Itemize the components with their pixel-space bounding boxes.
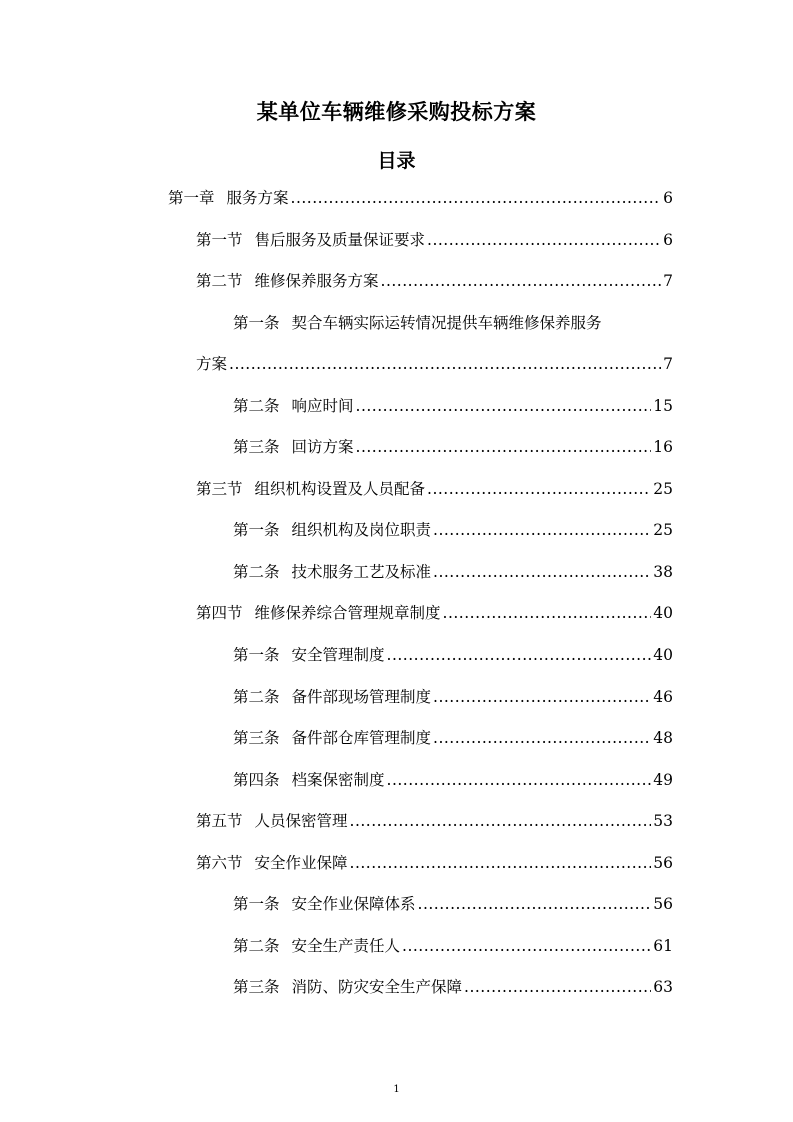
toc-entry-number: 第五节: [196, 812, 243, 830]
toc-entry[interactable]: [196, 229, 673, 251]
toc-entry-number: 第三条: [233, 438, 280, 456]
toc-entry[interactable]: [233, 893, 673, 915]
toc-entry[interactable]: [233, 769, 673, 791]
toc-entry-number: 第三节: [196, 480, 243, 498]
toc-entry-number: 第一条: [233, 895, 280, 913]
toc-entry-title: 组织机构及岗位职责: [291, 521, 432, 539]
toc-leader-dots: [433, 686, 651, 708]
toc-entry-title: 安全作业保障体系: [291, 895, 416, 913]
toc-entry-title: 安全生产责任人: [291, 937, 401, 955]
toc-leader-dots: [356, 436, 652, 458]
document-title: 某单位车辆维修采购投标方案: [256, 100, 537, 124]
toc-leader-dots: [464, 976, 651, 998]
toc-leader-dots: [356, 395, 652, 417]
toc-entry-number: 第一节: [196, 231, 243, 249]
toc-entry[interactable]: [233, 561, 673, 583]
toc-leader-dots: [433, 727, 651, 749]
toc-entry-wrapped-line[interactable]: [233, 312, 602, 334]
toc-leader-dots: [350, 852, 652, 874]
toc-heading: 目录: [377, 150, 416, 172]
toc-entry-page: 6: [663, 231, 673, 249]
page-number: 1: [393, 1084, 400, 1095]
toc-entry[interactable]: [233, 519, 673, 541]
toc-entry-page: 16: [653, 438, 673, 456]
toc-entry[interactable]: [233, 727, 673, 749]
toc-leader-dots: [433, 561, 651, 583]
toc-entry-title: 安全作业保障: [254, 854, 348, 872]
toc-leader-dots: [427, 478, 651, 500]
toc-entry-page: 38: [653, 563, 673, 581]
toc-entry-page: 40: [653, 646, 673, 664]
toc-entry-title: 消防、防灾安全生产保障: [291, 978, 463, 996]
toc-entry[interactable]: [233, 686, 673, 708]
toc-entry-title: 回访方案: [291, 438, 354, 456]
toc-entry-title: 备件部现场管理制度: [291, 688, 432, 706]
toc-entry[interactable]: [233, 935, 673, 957]
toc-entry-title: 技术服务工艺及标准: [291, 563, 432, 581]
toc-entry-page: 7: [663, 355, 673, 373]
toc-entry[interactable]: [233, 436, 673, 458]
toc-entry-title: 服务方案: [226, 189, 289, 207]
toc-entry[interactable]: [233, 395, 673, 417]
toc-leader-dots: [381, 270, 662, 292]
toc-entry-page: 48: [653, 729, 673, 747]
toc-entry-page: 56: [653, 895, 673, 913]
toc-entry-number: 第一章: [168, 189, 215, 207]
toc-leader-dots: [387, 644, 652, 666]
toc-leader-dots: [350, 810, 652, 832]
toc-entry-page: 61: [653, 937, 673, 955]
toc-entry[interactable]: [196, 478, 673, 500]
toc-leader-dots: [443, 602, 652, 624]
toc-entry-title: 安全管理制度: [291, 646, 385, 664]
toc-entry-number: 第二条: [233, 688, 280, 706]
toc-entry-title: 备件部仓库管理制度: [291, 729, 432, 747]
toc-leader-dots: [402, 935, 651, 957]
toc-entry-continuation[interactable]: [196, 353, 673, 375]
toc-leader-dots: [427, 229, 661, 251]
toc-leader-dots: [387, 769, 652, 791]
toc-entry-number: 第四节: [196, 604, 243, 622]
toc-entry-number: 第一条: [233, 646, 280, 664]
toc-entry-number: 第四条: [233, 771, 280, 789]
toc-entry-page: 25: [653, 480, 673, 498]
toc-entry-number: 第二条: [233, 563, 280, 581]
toc-entry-number: 第二节: [196, 272, 243, 290]
toc-entry-number: 第三条: [233, 978, 280, 996]
toc-entry[interactable]: [233, 976, 673, 998]
toc-entry-title: 响应时间: [291, 397, 354, 415]
toc-entry-number: 第二条: [233, 397, 280, 415]
toc-entry[interactable]: [233, 644, 673, 666]
toc-entry-page: 7: [663, 272, 673, 290]
toc-entry-page: 49: [653, 771, 673, 789]
toc-entry-title: 维修保养综合管理规章制度: [254, 604, 441, 622]
toc-leader-dots: [433, 519, 651, 541]
toc-entry-page: 56: [653, 854, 673, 872]
toc-entry-number: 第一条: [233, 521, 280, 539]
toc-entry-number: 第二条: [233, 937, 280, 955]
toc-entry-page: 63: [653, 978, 673, 996]
toc-entry-title-cont: 方案: [196, 355, 228, 373]
toc-entry-page: 40: [653, 604, 673, 622]
toc-entry[interactable]: [196, 852, 673, 874]
toc-leader-dots: [291, 187, 662, 209]
toc-entry[interactable]: [196, 602, 673, 624]
toc-entry[interactable]: [196, 810, 673, 832]
toc-entry-title: 售后服务及质量保证要求: [254, 231, 426, 249]
toc-entry[interactable]: [168, 187, 673, 209]
toc-entry-title: 人员保密管理: [254, 812, 348, 830]
toc-entry-page: 46: [653, 688, 673, 706]
toc-leader-dots: [418, 893, 652, 915]
toc-entry-title: 维修保养服务方案: [254, 272, 379, 290]
toc-entry-page: 25: [653, 521, 673, 539]
toc-leader-dots: [229, 353, 661, 375]
toc-entry-title: 档案保密制度: [291, 771, 385, 789]
toc-entry-number: 第一条: [233, 314, 280, 332]
toc-entry-page: 6: [663, 189, 673, 207]
toc-entry[interactable]: [196, 270, 673, 292]
toc-entry-page: 15: [653, 397, 673, 415]
toc-entry-page: 53: [653, 812, 673, 830]
toc-entry-number: 第六节: [196, 854, 243, 872]
toc-entry-title: 组织机构设置及人员配备: [254, 480, 426, 498]
toc-entry-title: 契合车辆实际运转情况提供车辆维修保养服务: [291, 314, 602, 332]
toc-entry-number: 第三条: [233, 729, 280, 747]
